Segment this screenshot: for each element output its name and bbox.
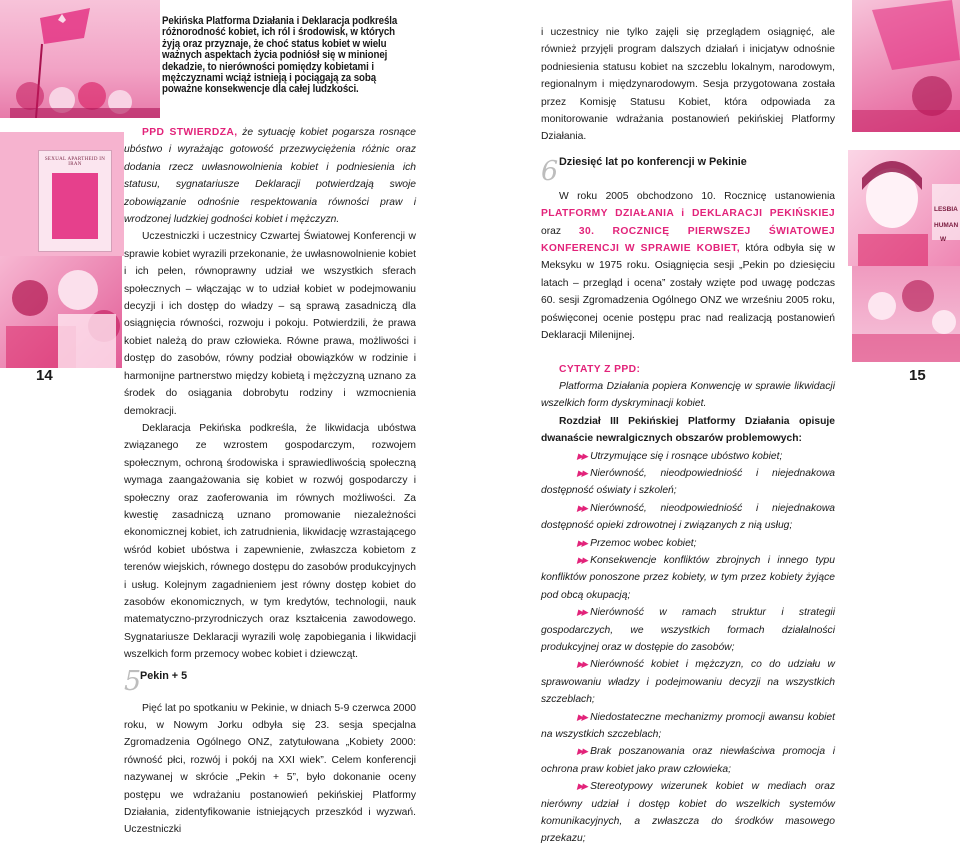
- problem-area-item: [541, 604, 835, 656]
- photo-women-group: [0, 256, 122, 368]
- double-arrow-bullet-icon: ▶▶: [577, 781, 587, 792]
- problem-area-text: Utrzymujące się i rosnące ubóstwo kobiet;: [590, 450, 783, 462]
- problem-area-text: Konsekwencje konfliktów zbrojnych i innego typu konfliktów ponoszone przez kobiety, w tym przez kobiety żyjące pod obcą okupacją;: [541, 554, 835, 601]
- photo-right-crowd: [852, 266, 960, 362]
- problem-area-text: Nierówność, nieodpowiedniość i niejednakowa dostępność opieki zdrowotnej i związanych z nią usług;: [541, 502, 835, 532]
- double-arrow-bullet-icon: ▶▶: [577, 467, 587, 478]
- text-2005-caps1: PLATFORMY DZIAŁANIA i DEKLARACJI PEKIŃSKIEJ: [541, 208, 835, 220]
- paragraph-declaration: Deklaracja Pekińska podkreśla, że likwidacja ubóstwa związanego ze wzrostem gospodarczym, rozwojem społecznym, ochroną środowiska i sprawiedliwością społeczną wymaga zaangażowania się kobiet w rozwój gospodarczy i społeczny oraz zaoferowania im równych możliwości. Za kwestię zasadniczą uznano promowanie niezależności ekonomicznej kobiet, ich zatrudnienia, likwidację wzrastającego wśród kobiet ubóstwa i zapewnienie, zwłaszcza kobietom z terenów wiejskich, równego dostępu do zasobów produkcyjnych i usług. Kolejnym zagadnieniem jest równy dostęp kobiet do zasobów ekonomicznych, w tym kredytów, technologii, nauk matematyczno-przyrodniczych oraz kształcenia zawodowego. Sygnatariusze Deklaracji wyrazili wolę zapobiegania i likwidacji wszelkich form przemocy wobec kobiet i dziewcząt.: [124, 422, 416, 661]
- page-number-left: 14: [36, 367, 53, 384]
- double-arrow-bullet-icon: ▶▶: [577, 711, 587, 722]
- photo-top-right: [852, 0, 960, 132]
- section-6-heading: [541, 154, 835, 188]
- paragraph-pekin5: Pięć lat po spotkaniu w Pekinie, w dniach 5-9 czerwca 2000 roku, w Nowym Jorku odbyła się 23. sesja specjalna Zgromadzenia Ogólnego ONZ, zatytułowana „Kobiety 2000: równość płci, rozwój i pokój na XXI wiek”. Celem konferencji nazywanej w skrócie „Pekin + 5”, było dokonanie oceny postępu we wdrażaniu postanowień pekińskiej Platformy Działania, zidentyfikowanie istniejących przeszkód i wyzwań. Uczestniczki: [124, 702, 416, 836]
- left-intro-paragraph: Pekińska Platforma Działania i Deklaracja podkreśla różnorodność kobiet, ich ról i środowisk, w których żyją oraz przyznaje, że choć status kobiet w wielu ważnych aspektach życia podniósł się w minionej dekadzie, to nierówności pomiędzy kobietami i mężczyznami wciąż istnieją i pociągają za sobą poważne konsekwencje dla całej ludzkości.: [162, 15, 398, 96]
- double-arrow-bullet-icon: ▶▶: [577, 607, 587, 618]
- problem-area-item: [541, 465, 835, 500]
- problem-area-item: [541, 778, 835, 848]
- problem-area-item: [541, 500, 835, 535]
- problem-area-text: Nierówność, nieodpowiedniość i niejednakowa dostępność oświaty i szkoleń;: [541, 467, 835, 497]
- problem-area-item: [541, 743, 835, 778]
- double-arrow-bullet-icon: ▶▶: [577, 537, 587, 548]
- double-arrow-bullet-icon: ▶▶: [577, 554, 587, 565]
- problem-area-item: [541, 535, 835, 552]
- paragraph-ppd: [124, 124, 416, 228]
- problem-area-text: Stereotypowy wizerunek kobiet w mediach oraz nierówny udział i dostęp kobiet do wszelkich systemów komunikacyjnych, a zwłaszcza do środków masowego przekazu;: [541, 781, 835, 845]
- section-5-heading: [124, 666, 416, 700]
- problem-area-text: Niedostateczne mechanizmy promocji awansu kobiet na wszystkich szczeblach;: [541, 711, 835, 741]
- photo-book-cover: [0, 132, 124, 256]
- problem-area-item: [541, 448, 835, 465]
- problem-area-item: [541, 709, 835, 744]
- section-5-number: 5: [124, 665, 142, 697]
- double-arrow-bullet-icon: ▶▶: [577, 659, 587, 670]
- quote-2: Rozdział III Pekińskiej Platformy Działania opisuje dwanaście newralgicznych obszarów problemowych:: [541, 415, 835, 445]
- quotes-heading: [541, 361, 835, 378]
- quotes-caps: CYTATY Z PPD:: [559, 363, 641, 375]
- problem-area-item: [541, 656, 835, 708]
- problem-area-text: Nierówność w ramach struktur i strategii gospodarczych, we wszystkich formach działalności produkcyjnej oraz w dostępie do zasobów;: [541, 607, 835, 653]
- banner-text-3: W: [940, 236, 947, 243]
- paragraph-session: i uczestnicy nie tylko zajęli się przeglądem osiągnięć, ale również przyjęli program dalszych działań i inicjatyw odnośnie podniesienia statusu kobiet na szczeblu lokalnym, narodowym, regionalnym i międzynarodowym. Sesja przygotowana została przez Komisję Statusu Kobiet, która odpowiada za monitorowanie wdrażania postanowień pekińskiej Platformy Działania.: [541, 27, 835, 143]
- ppd-rest: że sytuację kobiet pogarsza rosnące ubóstwo i wyrażając gotowość przezwyciężenia różnic oraz dodania rzecz uwłasnowolnienia kobiet i podniesienia ich statusu, sygnatariusze Deklaracji potwierdzają swoje zobowiązanie odnośnie respektowania równości praw i wrodzonej ludzkiej godności kobiet i mężczyzn.: [124, 127, 416, 226]
- double-arrow-bullet-icon: ▶▶: [577, 450, 587, 461]
- banner-text-2: HUMAN: [934, 222, 959, 229]
- problem-area-item: [541, 552, 835, 604]
- ppd-caps: PPD STWIERDZA,: [142, 127, 238, 138]
- text-2005-a: W roku 2005 obchodzono 10. Rocznicę ustanowienia: [559, 190, 835, 202]
- quote-1: Platforma Działania popiera Konwencję w sprawie likwidacji wszelkich form dyskryminacji kobiet.: [541, 380, 835, 410]
- text-2005-caps2: 30. ROCZNICĘ PIERWSZEJ ŚWIATOWEJ KONFERENCJI W SPRAWIE KOBIET,: [541, 225, 835, 255]
- problem-area-text: Nierówność kobiet i mężczyzn, co do udziału w sprawowaniu władzy i podejmowaniu decyzji na wszystkich szczeblach;: [541, 659, 835, 706]
- problem-area-text: Brak poszanowania oraz niewłaściwa promocja i ochrona praw kobiet jako praw człowieka;: [541, 746, 835, 775]
- page-number-right: 15: [909, 367, 926, 384]
- left-column: [124, 124, 416, 839]
- section-6-title: Dziesięć lat po konferencji w Pekinie: [559, 155, 747, 168]
- problem-area-text: Przemoc wobec kobiet;: [590, 537, 697, 549]
- right-column: [541, 24, 835, 848]
- paragraph-2005: [541, 188, 835, 345]
- section-6-number: 6: [541, 155, 559, 187]
- problem-areas-list: [541, 448, 835, 848]
- section-5-title: Pekin + 5: [140, 669, 188, 682]
- photo-right-woman: [848, 150, 960, 266]
- paragraph-conference: Uczestniczki i uczestnicy Czwartej Światowej Konferencji w sprawie kobiet wyrazili przekonanie, że uwłasnowolnienie kobiet i ich pełen, równoprawny udział we wszystkich sferach społecznych – włączając w to udział kobiet w podejmowaniu decyzji i ich dostęp do władzy – są sprawą zasadniczą dla osiągnięcia równości, rozwoju i pokoju. Potwierdzili, że prawa kobiet należą do praw człowieka. Równe prawa, możliwości i dostęp do zasobów, równy podział obowiązków w rodzinie i harmonijne partnerstwo między kobietą i mężczyzną uznano za środek do osiągania dobrobytu rodziny i wzmocnienia demokracji.: [124, 231, 416, 417]
- photo-top-left-protest: [0, 0, 160, 118]
- double-arrow-bullet-icon: ▶▶: [577, 502, 587, 513]
- double-arrow-bullet-icon: ▶▶: [577, 746, 587, 757]
- book-title: SEXUAL APARTHEID IN IRAN: [44, 157, 106, 167]
- text-2005-b: oraz: [541, 225, 579, 237]
- text-2005-c: która odbyła się w Meksyku w 1975 roku. Osiągnięcia sesji „Pekin po dziesięciu latach – przegląd i ocena” zostały wzięte pod uwagę podczas 60. sesji Zgromadzenia Ogólnego ONZ we wrześniu 2005 roku, poświęconej ocenie postępu prac nad realizacją postanowień Deklaracji Milenijnej.: [541, 243, 835, 342]
- banner-text-1: LESBIA: [934, 206, 958, 213]
- protest-illustration: [0, 0, 160, 118]
